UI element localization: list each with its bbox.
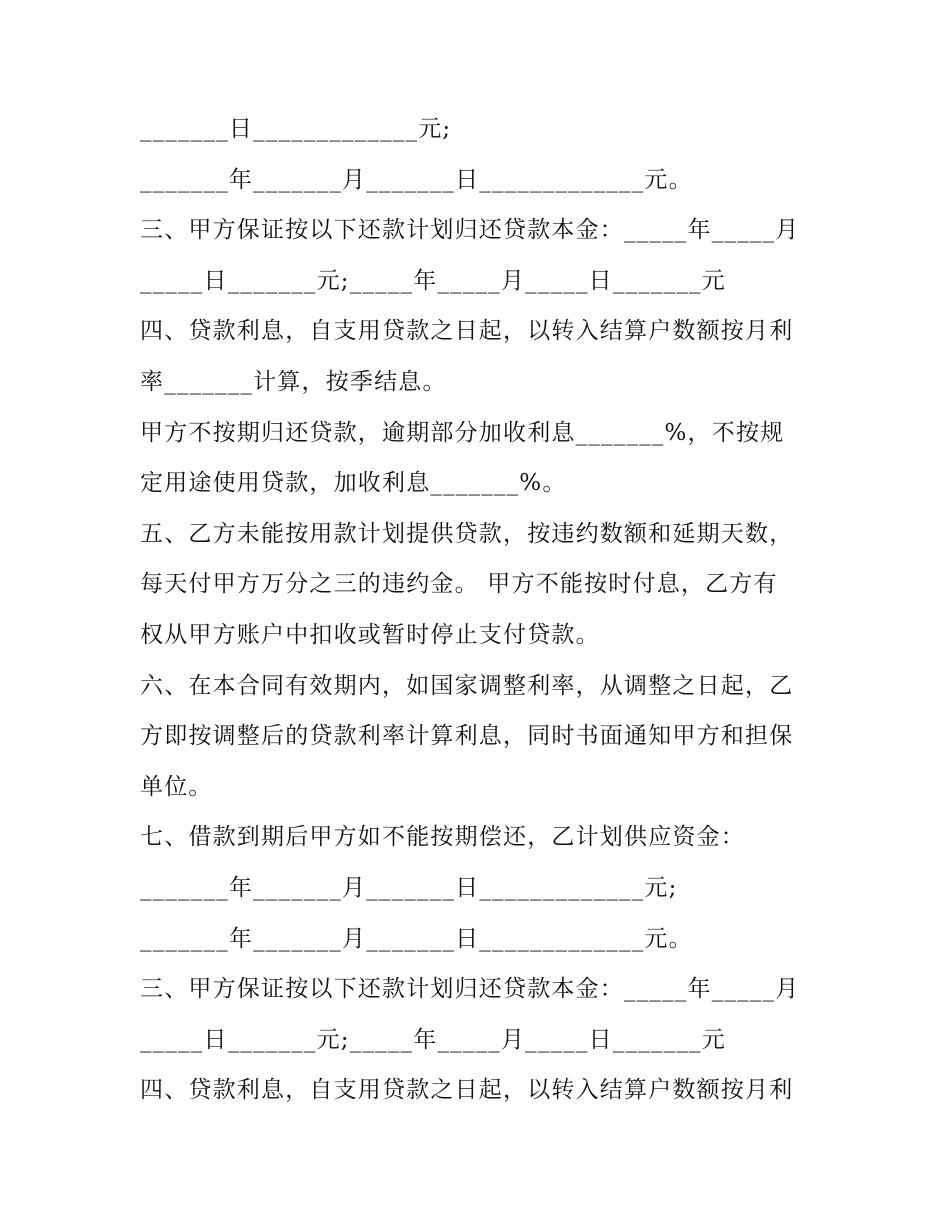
text-line: 单位。 [140,773,213,800]
text-line: 方即按调整后的贷款利率计算利息，同时书面通知甲方和担保 [140,723,794,750]
text-line: 四、贷款利息，自支用贷款之日起，以转入结算户数额按月利 [140,1077,794,1104]
text-line: _____日_______元;_____年_____月_____日_______元 [140,1026,726,1053]
text-line: _______年_______月_______日_____________元; [140,874,678,901]
document-body [140,104,820,1116]
text-line: 六、在本合同有效期内，如国家调整利率，从调整之日起，乙 [140,672,794,699]
text-line: _______日_____________元; [140,116,452,142]
text-line: 三、甲方保证按以下还款计划归还贷款本金：_____年_____月 [140,217,800,244]
text-line: 四、贷款利息，自支用贷款之日起，以转入结算户数额按月利 [140,318,794,345]
text-line: _______年_______月_______日_____________元。 [140,166,693,193]
text-line: _______年_______月_______日_____________元。 [140,925,693,952]
text-line: 五、乙方未能按用款计划提供贷款，按违约数额和延期天数， [140,520,794,547]
text-line: 权从甲方账户中扣收或暂时停止支付贷款。 [140,621,600,648]
text-line: 三、甲方保证按以下还款计划归还贷款本金：_____年_____月 [140,976,800,1003]
text-line: 定用途使用贷款，加收利息_______%。 [140,470,567,497]
text-line: 七、借款到期后甲方如不能按期偿还，乙计划供应资金： [140,824,745,851]
text-line: _____日_______元;_____年_____月_____日_______元 [140,267,726,294]
text-line: 甲方不按期归还贷款，逾期部分加收利息_______%，不按规 [140,419,785,446]
text-line: 率_______计算，按季结息。 [140,368,447,395]
text-line: 每天付甲方万分之三的违约金。 甲方不能按时付息，乙方有 [140,571,778,598]
